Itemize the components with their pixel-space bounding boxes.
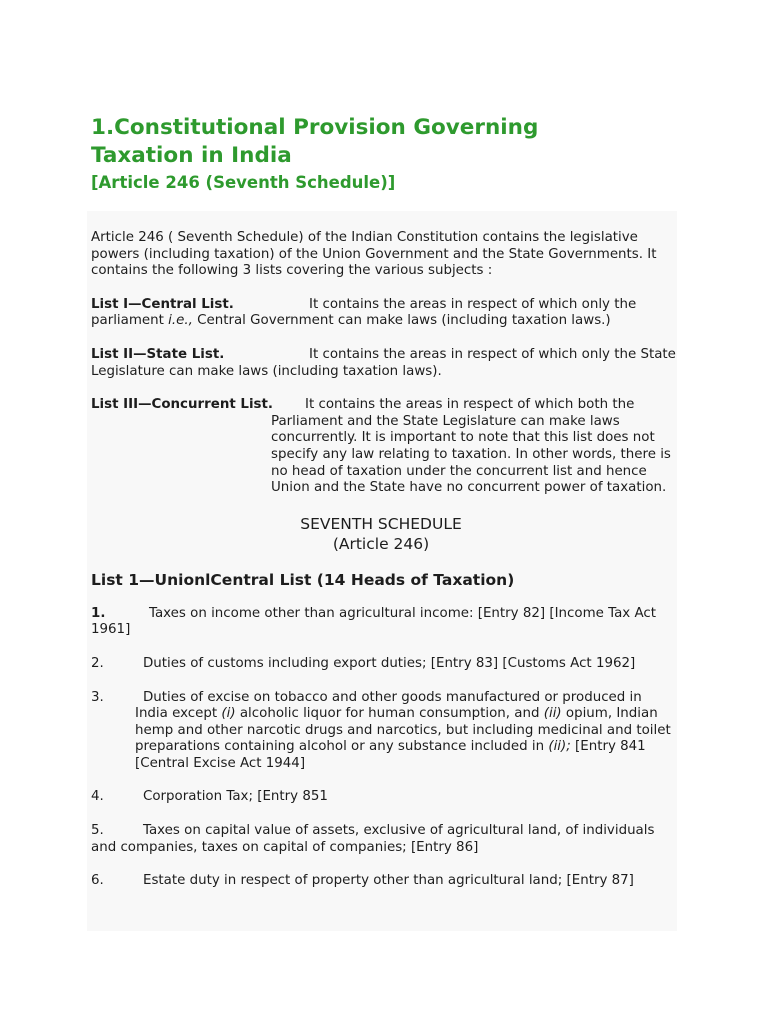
list-item: [91, 823, 677, 856]
entry-number: 2.: [91, 655, 104, 671]
list-state-desc: It contains the areas in respect of which only the State Legislature can make laws (including taxation laws).: [91, 346, 676, 379]
entry-number: 4.: [91, 789, 104, 805]
entry-text: Taxes on income other than agricultural income: [Entry 82] [Income Tax Act 1961]: [91, 605, 657, 638]
list-item: [91, 690, 677, 773]
list-state-definition: [91, 347, 677, 380]
list-item: [91, 606, 677, 639]
entry-text-b: alcoholic liquor for human consumption, and: [235, 706, 544, 722]
list-central-desc-b: Central Government can make laws (including taxation laws.): [192, 313, 611, 329]
entry-number: 5.: [91, 823, 104, 839]
entry-text: Duties of customs including export duties; [Entry 83] [Customs Act 1962]: [143, 655, 636, 671]
schedule-heading: [91, 514, 677, 554]
entry-roman-ii: (ii): [543, 706, 562, 722]
entry-text: Corporation Tax; [Entry 851: [143, 789, 328, 805]
intro-paragraph: Article 246 ( Seventh Schedule) of the Indian Constitution contains the legislative powers (including taxation) of the Union Government and the State Governments. It contains the following 3 lists covering the various subjects :: [91, 230, 657, 279]
list-item: [91, 656, 677, 673]
entry-text-d: [Entry 841 [Central Excise Act 1944]: [135, 739, 646, 771]
entry-number: 3.: [91, 689, 104, 705]
entry-number: 1.: [91, 605, 106, 621]
schedule-article: (Article 246): [332, 534, 430, 553]
list-item: [91, 873, 677, 890]
page-subtitle: [Article 246 (Seventh Schedule)]: [91, 173, 396, 192]
entry-roman-ii-ref: (ii);: [548, 739, 571, 755]
list-central-desc-a: It contains the areas in respect of which only the parliament: [91, 296, 637, 329]
entry-text: Estate duty in respect of property other than agricultural land; [Entry 87]: [143, 873, 634, 889]
list-central-definition: [91, 297, 677, 330]
entry-text-a: Duties of excise on tobacco and other goods manufactured or produced in India except: [135, 689, 642, 722]
list-central-term: List I—Central List.: [91, 296, 234, 312]
list-item: [91, 789, 677, 806]
entry-roman-i: (i): [221, 706, 236, 722]
page-title: [91, 114, 691, 170]
list-concurrent-term: List III—Concurrent List.: [91, 397, 273, 413]
document-body: [91, 230, 677, 907]
title-line-1: 1.Constitutional Provision Governing: [91, 115, 539, 140]
document-header: [91, 114, 691, 194]
list-state-term: List II—State List.: [91, 346, 225, 362]
list-one-heading: List 1—UnionlCentral List (14 Heads of Taxation): [91, 570, 515, 589]
list-concurrent-desc-rest: Parliament and the State Legislature can make laws concurrently. It is important to note that this list does not specify any law relating to taxation. In other words, there is no head of taxation under the concurrent list and hence Union and the State have no concurrent power of taxation.: [271, 413, 671, 496]
list-concurrent-desc-first: It contains the areas in respect of which both the: [305, 397, 635, 413]
title-line-2: Taxation in India: [91, 143, 292, 168]
list-central-desc-ie: i.e.,: [168, 313, 193, 329]
schedule-title: SEVENTH SCHEDULE: [300, 514, 462, 533]
list-concurrent-definition: [91, 397, 677, 497]
entry-number: 6.: [91, 873, 104, 889]
entry-text-c: opium, Indian hemp and other narcotic drugs and narcotics, but including medicinal and toilet preparations containing alcohol or any substance included in: [135, 706, 671, 755]
entry-text: Taxes on capital value of assets, exclusive of agricultural land, of individuals and companies, taxes on capital of companies; [Entry 86]: [91, 823, 655, 855]
